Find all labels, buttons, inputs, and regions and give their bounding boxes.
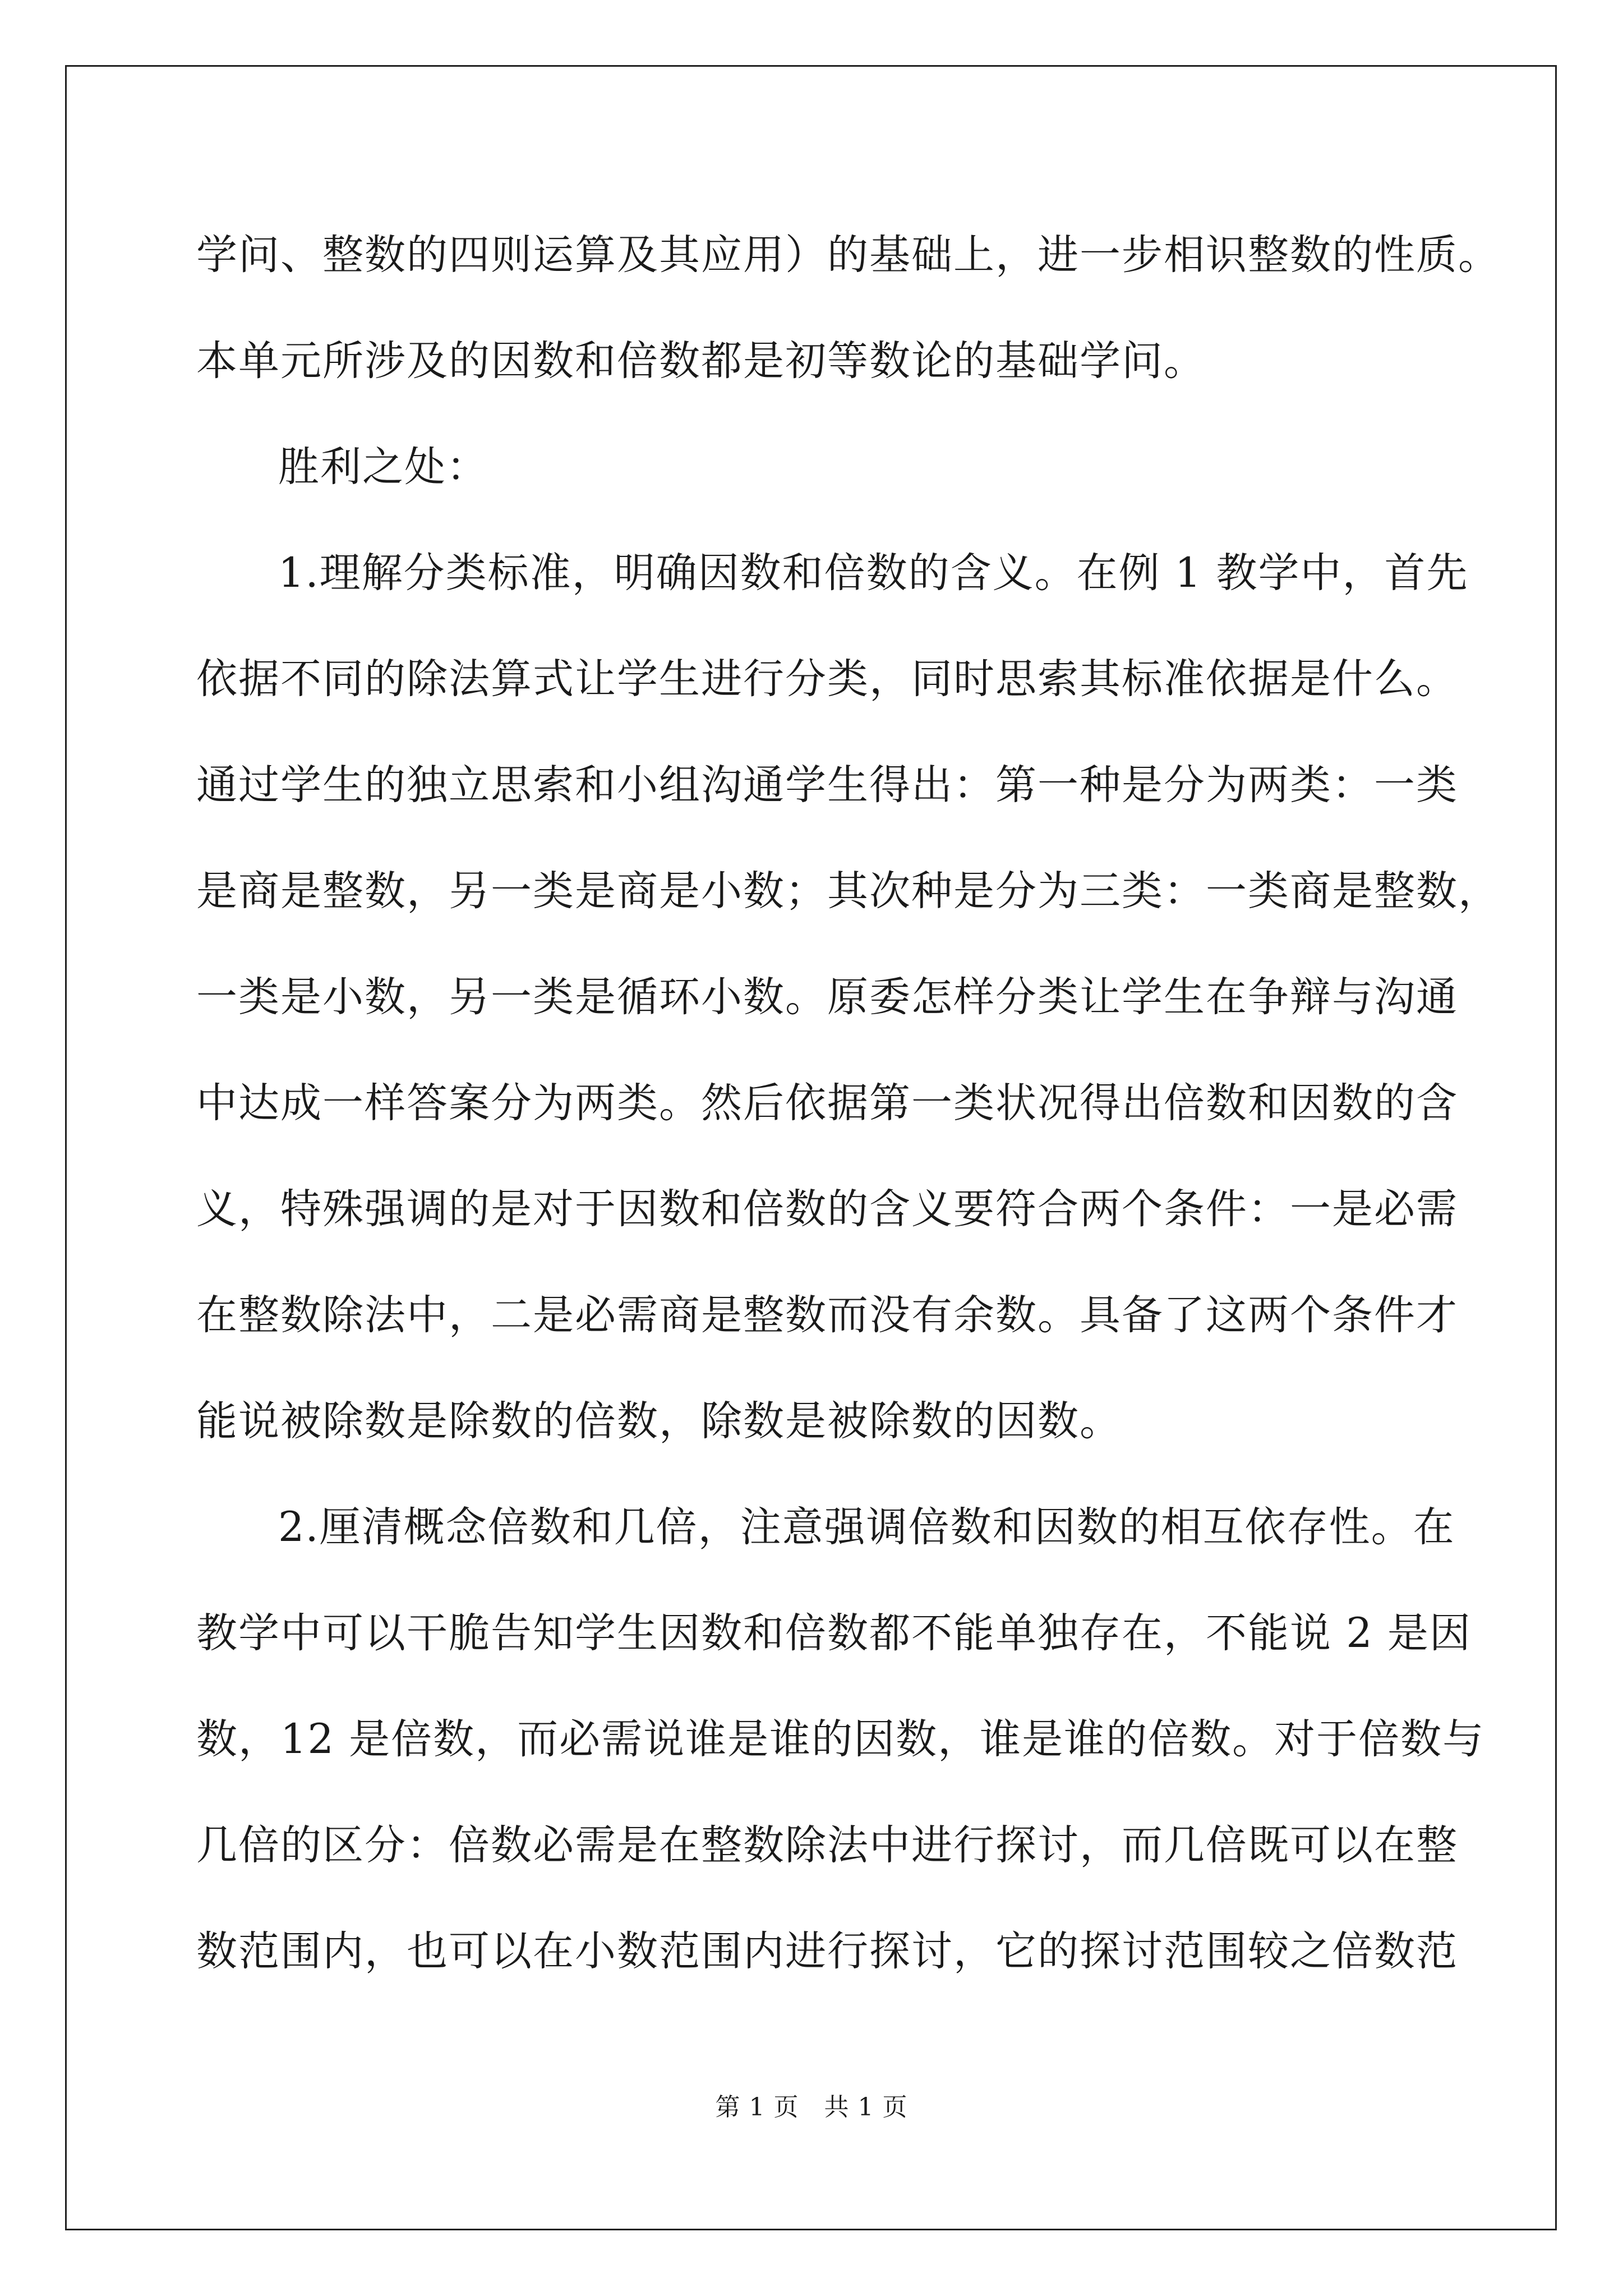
text-line: 是商是整数，另一类是商是小数；其次种是分为三类：一类商是整数， — [196, 867, 1500, 915]
text-line: 教学中可以干脆告知学生因数和倍数都不能单独存在，不能说 2 是因 — [196, 1609, 1472, 1657]
text-line: 2.厘清概念倍数和几倍，注意强调倍数和因数的相互依存性。在 — [278, 1503, 1455, 1551]
text-line: 数，12 是倍数，而必需说谁是谁的因数，谁是谁的倍数。对于倍数与 — [196, 1715, 1485, 1763]
text-line: 通过学生的独立思索和小组沟通学生得出：第一种是分为两类：一类 — [196, 761, 1458, 809]
text-line: 几倍的区分：倍数必需是在整数除法中进行探讨，而几倍既可以在整 — [196, 1821, 1458, 1869]
text-line: 数范围内，也可以在小数范围内进行探讨，它的探讨范围较之倍数范 — [196, 1927, 1458, 1975]
text-line: 在整数除法中，二是必需商是整数而没有余数。具备了这两个条件才 — [196, 1291, 1458, 1339]
text-line: 义，特殊强调的是对于因数和倍数的含义要符合两个条件：一是必需 — [196, 1185, 1458, 1233]
document-body — [196, 202, 1500, 2004]
text-line: 依据不同的除法算式让学生进行分类，同时思索其标准依据是什么。 — [196, 655, 1458, 703]
section-heading: 胜利之处： — [278, 443, 488, 491]
page-footer: 第 1 页 共 1 页 — [715, 2093, 908, 2122]
text-line: 学问、整数的四则运算及其应用）的基础上，进一步相识整数的性质。 — [196, 231, 1500, 279]
text-line: 能说被除数是除数的倍数，除数是被除数的因数。 — [196, 1397, 1122, 1445]
text-line: 中达成一样答案分为两类。然后依据第一类状况得出倍数和因数的含 — [196, 1079, 1458, 1127]
text-line: 一类是小数，另一类是循环小数。原委怎样分类让学生在争辩与沟通 — [196, 973, 1458, 1021]
text-line: 本单元所涉及的因数和倍数都是初等数论的基础学问。 — [196, 337, 1206, 385]
text-line: 1.理解分类标准，明确因数和倍数的含义。在例 1 教学中，首先 — [278, 549, 1469, 597]
